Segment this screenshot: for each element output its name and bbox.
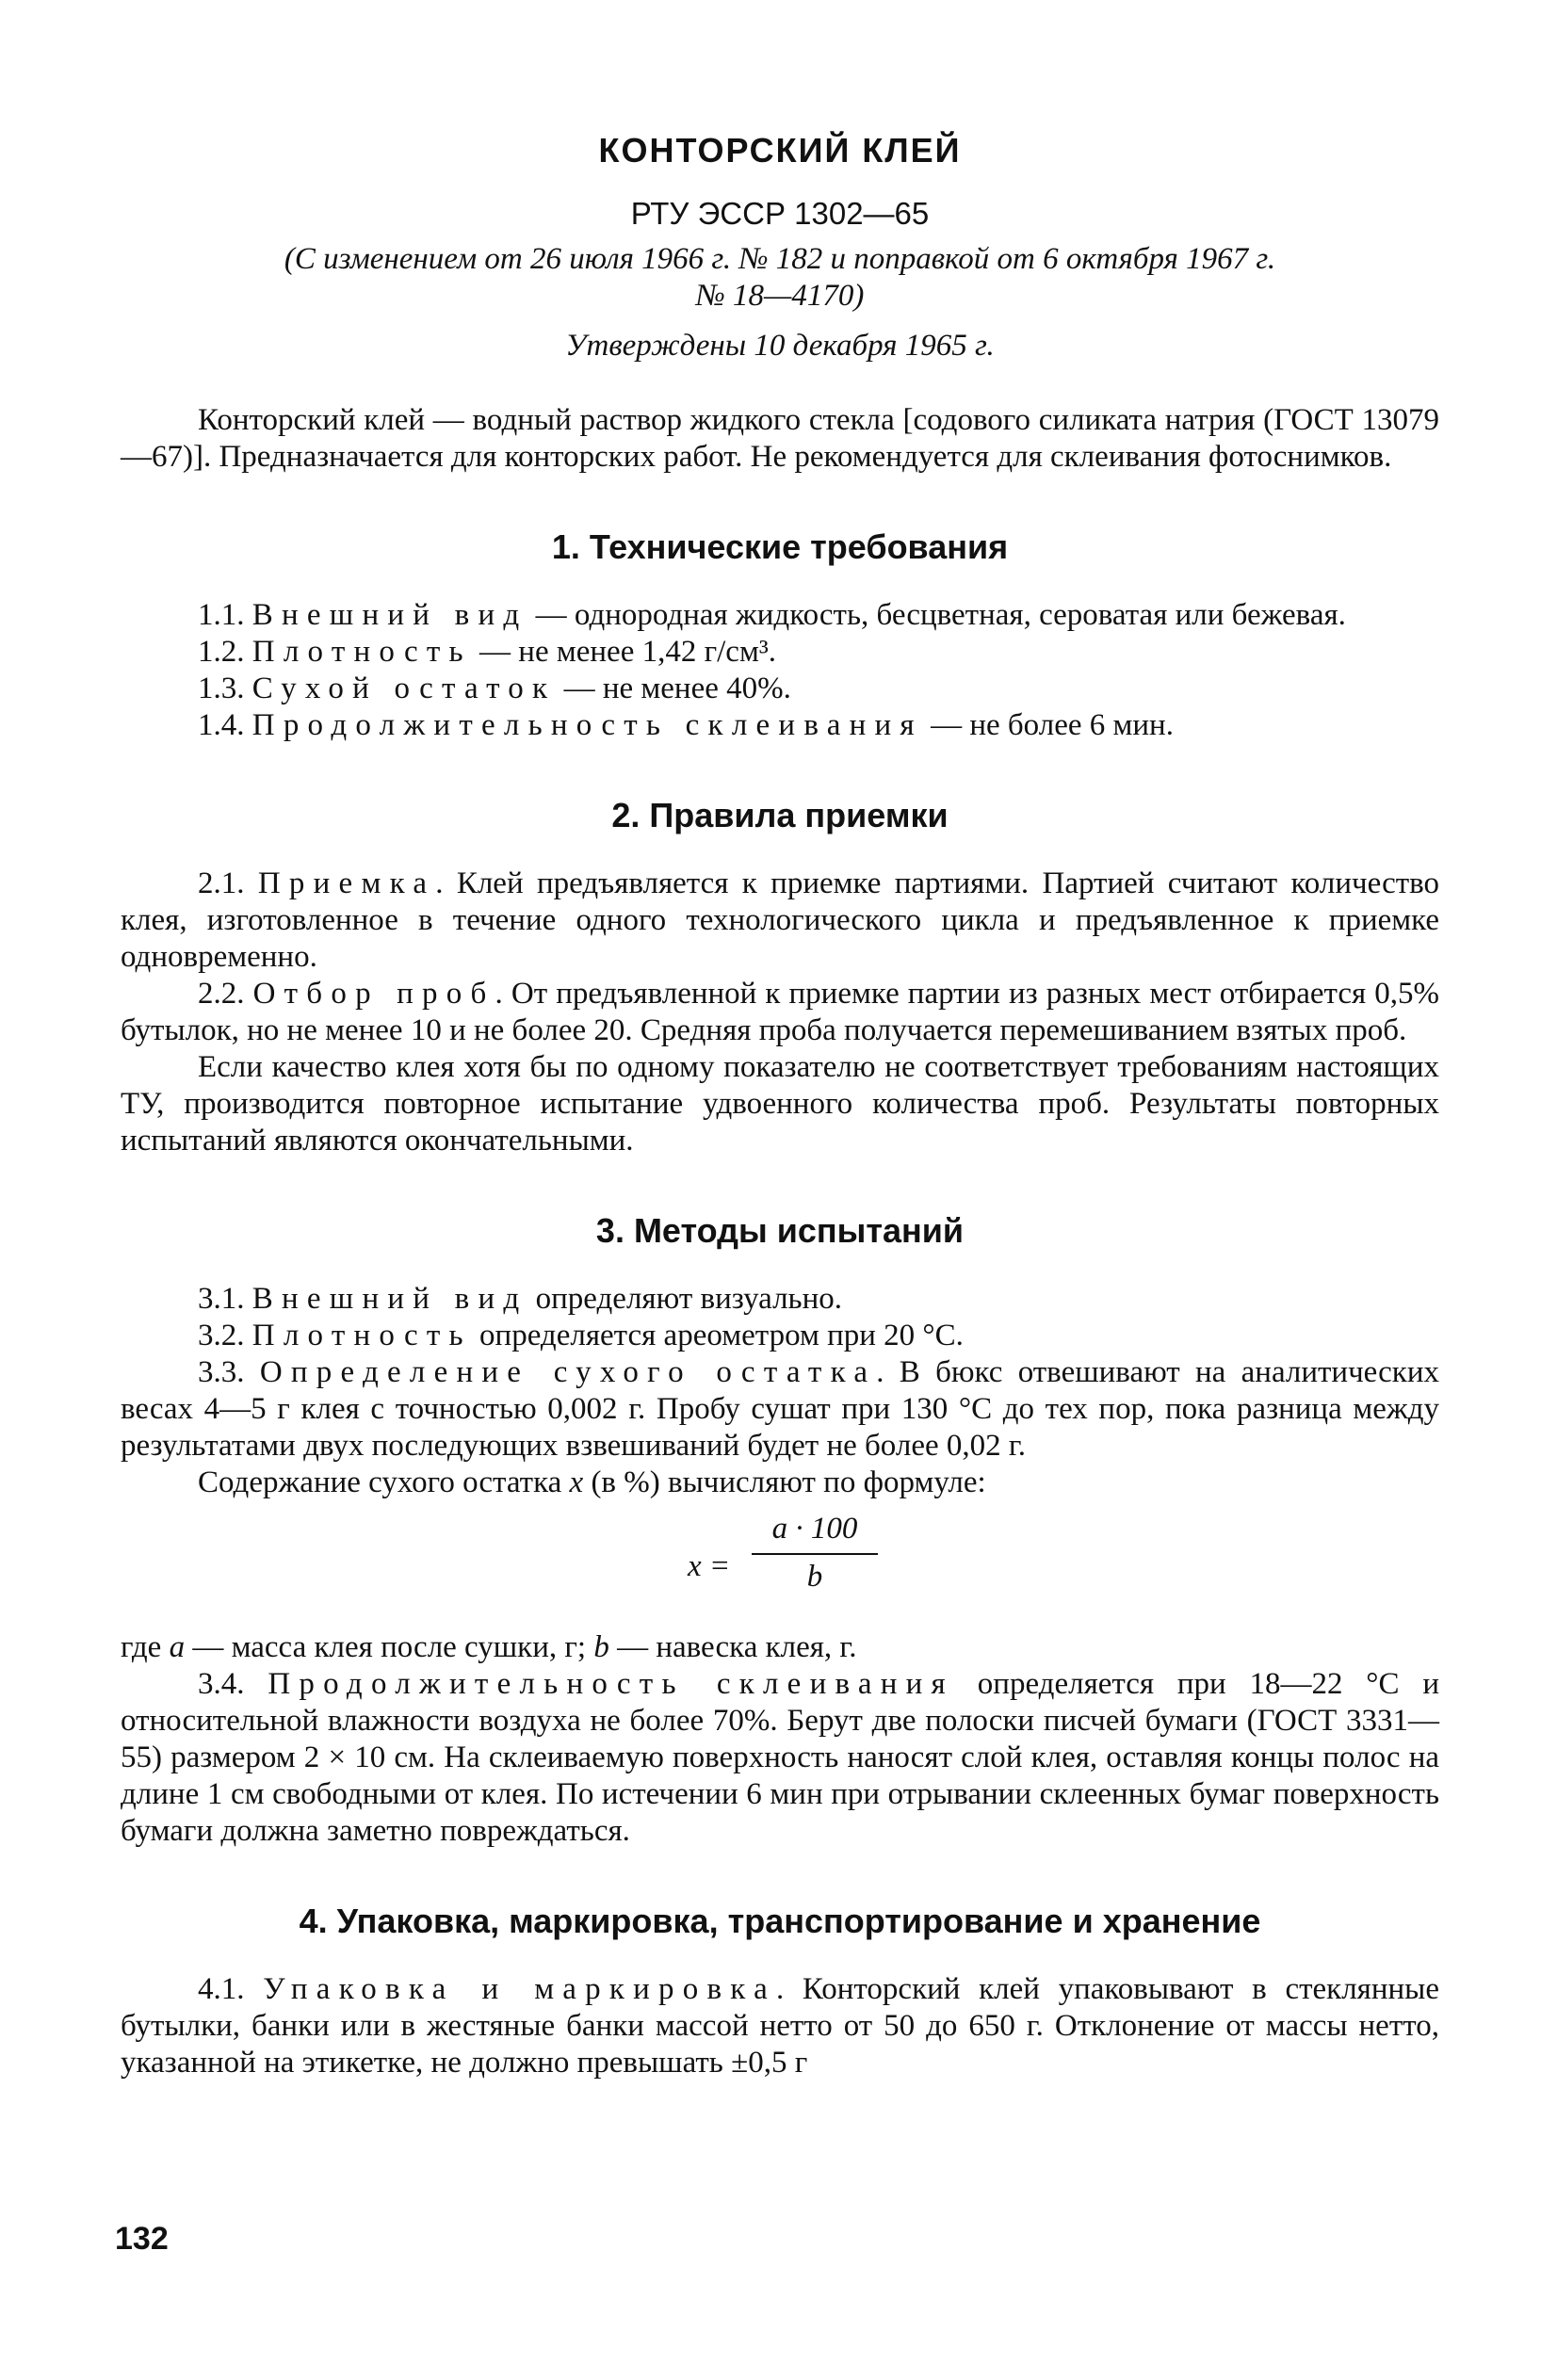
clause-term: Внешний вид (251, 598, 528, 632)
clause-1-1 (121, 597, 1439, 634)
change-note-line1: (С изменением от 26 июля 1966 г. № 182 и поправкой от 6 октября 1967 г. (284, 242, 1276, 276)
variable-a: a (169, 1630, 186, 1664)
clause-3-4 (121, 1666, 1439, 1850)
document-code: РТУ ЭССР 1302—65 (630, 196, 930, 231)
formula-intro-text: Содержание сухого остатка (198, 1465, 570, 1499)
clause-number: 1.1. (198, 598, 245, 632)
clause-term: Определение сухого остатка (259, 1355, 877, 1389)
clause-term: Упаковка и маркировка (263, 1972, 776, 2006)
clause-text: . Клей предъявляется к приемке партиями. Партией считают количество клея, изготовленное в течение одного технологического цикла и предъявленное к приемке одновременно. (121, 866, 1439, 974)
clause-term: Приемка (257, 866, 436, 900)
formula-intro (121, 1465, 1439, 1501)
clause-text: . Конторский клей упаковывают в стеклянные бутылки, банки или в жестяные банки массой нетто от 50 до 650 г. Отклонение от массы нетто, указанной на этикетке, не должно превышать ±0,5 г (121, 1972, 1439, 2080)
section-1-title: 1. Технические требования (551, 527, 1009, 566)
clause-number: 2.2. (198, 977, 245, 1011)
variable-b: b (593, 1630, 609, 1664)
legend-where: где (121, 1630, 170, 1664)
clause-2-2 (121, 976, 1439, 1049)
section-2-title: 2. Правила приемки (611, 796, 949, 834)
clause-4-1 (121, 1971, 1439, 2081)
clause-text: . В бюкс отвешивают на аналитических весах 4—5 г клея с точностью 0,002 г. Пробу сушат при 130 °С до тех пор, пока разница между результатами двух последующих взвешиваний будет не более 0,02 г. (121, 1355, 1439, 1463)
clause-text: определяют визуально. (527, 1282, 842, 1316)
clause-2-1 (121, 866, 1439, 976)
clause-number: 3.3. (198, 1355, 245, 1389)
formula-numerator: a · 100 (771, 1512, 858, 1546)
clause-1-3 (121, 671, 1439, 707)
formula-fraction (752, 1511, 878, 1595)
clause-term: Продолжительность склеивания (268, 1667, 954, 1701)
clause-term: Плотность (251, 1319, 472, 1352)
legend-a-text: — масса клея после сушки, г; (185, 1630, 594, 1664)
clause-1-2 (121, 634, 1439, 671)
approval-date: Утверждены 10 декабря 1965 г. (565, 329, 995, 363)
clause-text: — не более 6 мин. (922, 708, 1174, 742)
clause-number: 3.4. (198, 1667, 245, 1701)
clause-text: определяется ареометром при 20 °С. (471, 1319, 964, 1352)
clause-3-2 (121, 1318, 1439, 1354)
clause-term: Внешний вид (251, 1282, 528, 1316)
clause-number: 4.1. (198, 1972, 245, 2006)
section-4-title: 4. Упаковка, маркировка, транспортирование и хранение (299, 1902, 1261, 1940)
clause-number: 1.3. (198, 672, 245, 705)
intro-paragraph: Конторский клей — водный раствор жидкого стекла [содового силиката натрия (ГОСТ 13079—67)]. Предназначается для конторских работ. Не рекомендуется для склеивания фотоснимков. (121, 403, 1439, 474)
clause-term: Отбор проб (252, 977, 495, 1011)
retest-paragraph: Если качество клея хотя бы по одному показателю не соответствует требованиям настоящих ТУ, производится повторное испытание удвоенного количества проб. Результаты повторных испытаний являются окончательными. (121, 1050, 1439, 1158)
clause-text: . От предъявленной к приемке партии из разных мест отбирается 0,5% бутылок, но не менее 10 и не более 20. Средняя проба получается перемешиванием взятых проб. (121, 977, 1439, 1047)
clause-number: 2.1. (198, 866, 245, 900)
formula-intro-text-end: (в %) вычисляют по формуле: (583, 1465, 986, 1499)
clause-text: — не менее 40%. (556, 672, 791, 705)
formula-denominator: b (806, 1560, 823, 1594)
clause-1-4 (121, 707, 1439, 744)
clause-text: — однородная жидкость, бесцветная, сероватая или бежевая. (527, 598, 1346, 632)
legend-b-text: — навеска клея, г. (608, 1630, 857, 1664)
clause-number: 3.2. (198, 1319, 245, 1352)
document-title: КОНТОРСКИЙ КЛЕЙ (598, 131, 962, 170)
formula (121, 1511, 1439, 1624)
clause-number: 3.1. (198, 1282, 245, 1316)
clause-number: 1.2. (198, 635, 245, 669)
variable-x: x (569, 1465, 584, 1499)
clause-number: 1.4. (198, 708, 245, 742)
clause-term: Сухой остаток (251, 672, 557, 705)
clause-text: определяется при 18—22 °С и относительной влажности воздуха не более 70%. Берут две полоски писчей бумаги (ГОСТ 3331—55) размером 2 × 10 см. На склеиваемую поверхность наносят слой клея, оставляя концы полос на длине 1 см свободными от клея. По истечении 6 мин при отрывании склеенных бумаг поверхность бумаги должна заметно повреждаться. (121, 1667, 1439, 1848)
page-number: 132 (115, 2221, 169, 2257)
formula-lhs: x = (688, 1549, 731, 1583)
change-note-line2: № 18—4170) (695, 279, 865, 313)
clause-term: Плотность (251, 635, 472, 669)
clause-term: Продолжительность склеивания (251, 708, 923, 742)
clause-3-3 (121, 1354, 1439, 1465)
document-page (121, 132, 1439, 2081)
section-3-title: 3. Методы испытаний (595, 1211, 965, 1250)
formula-legend (121, 1629, 1439, 1666)
clause-3-1 (121, 1281, 1439, 1318)
clause-text: — не менее 1,42 г/см³. (471, 635, 776, 669)
